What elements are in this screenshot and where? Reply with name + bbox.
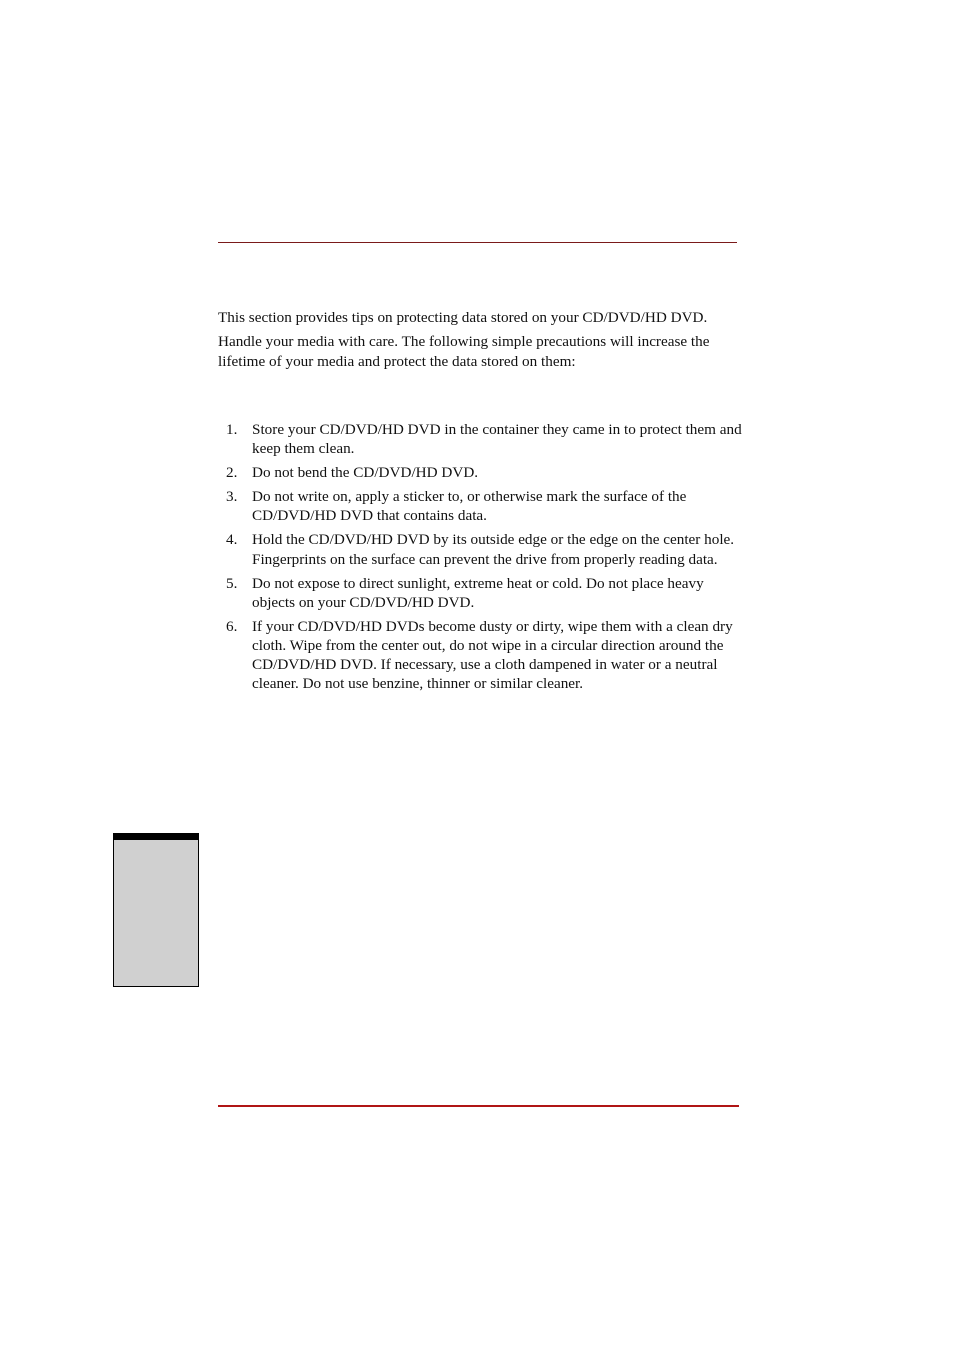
header-rule xyxy=(218,242,737,243)
list-item xyxy=(218,463,743,482)
list-item-text: Do not expose to direct sunlight, extreme heat or cold. Do not place heavy objects on your CD/DVD/HD DVD. xyxy=(252,574,704,611)
precautions-list xyxy=(218,420,743,698)
list-item-text: If your CD/DVD/HD DVDs become dusty or dirty, wipe them with a clean dry cloth. Wipe from the center out, do not wipe in a circular direction around the CD/DVD/HD DVD. If necessary, use a cloth dampened in water or a neutral cleaner. Do not use benzine, thinner or similar cleaner. xyxy=(252,617,733,693)
list-item xyxy=(218,420,743,458)
list-item-number: 2. xyxy=(226,464,238,482)
list-item-text: Hold the CD/DVD/HD DVD by its outside edge or the edge on the center hole. Fingerprints on the surface can prevent the drive from properly reading data. xyxy=(252,531,735,568)
chapter-side-tab xyxy=(113,833,199,987)
list-item-number: 4. xyxy=(226,531,238,549)
list-item-text: Do not write on, apply a sticker to, or otherwise mark the surface of the CD/DVD/HD DVD that contains data. xyxy=(252,488,687,525)
list-item-text: Store your CD/DVD/HD DVD in the container they came in to protect them and keep them clean. xyxy=(252,421,742,458)
list-item xyxy=(218,530,743,568)
intro-paragraph-1: This section provides tips on protecting data stored on your CD/DVD/HD DVD. xyxy=(218,309,708,326)
list-item xyxy=(218,617,743,694)
intro-section xyxy=(218,308,743,376)
list-item-number: 6. xyxy=(226,617,238,635)
list-item-text: Do not bend the CD/DVD/HD DVD. xyxy=(252,464,479,482)
list-item xyxy=(218,574,743,612)
list-item-number: 3. xyxy=(226,488,238,506)
list-item-number: 5. xyxy=(226,574,238,592)
intro-paragraph-2: Handle your media with care. The following simple precautions will increase the lifetime of your media and protect the data stored on them: xyxy=(218,333,710,370)
list-item-number: 1. xyxy=(226,421,238,438)
footer-rule xyxy=(218,1105,739,1107)
list-item xyxy=(218,487,743,525)
